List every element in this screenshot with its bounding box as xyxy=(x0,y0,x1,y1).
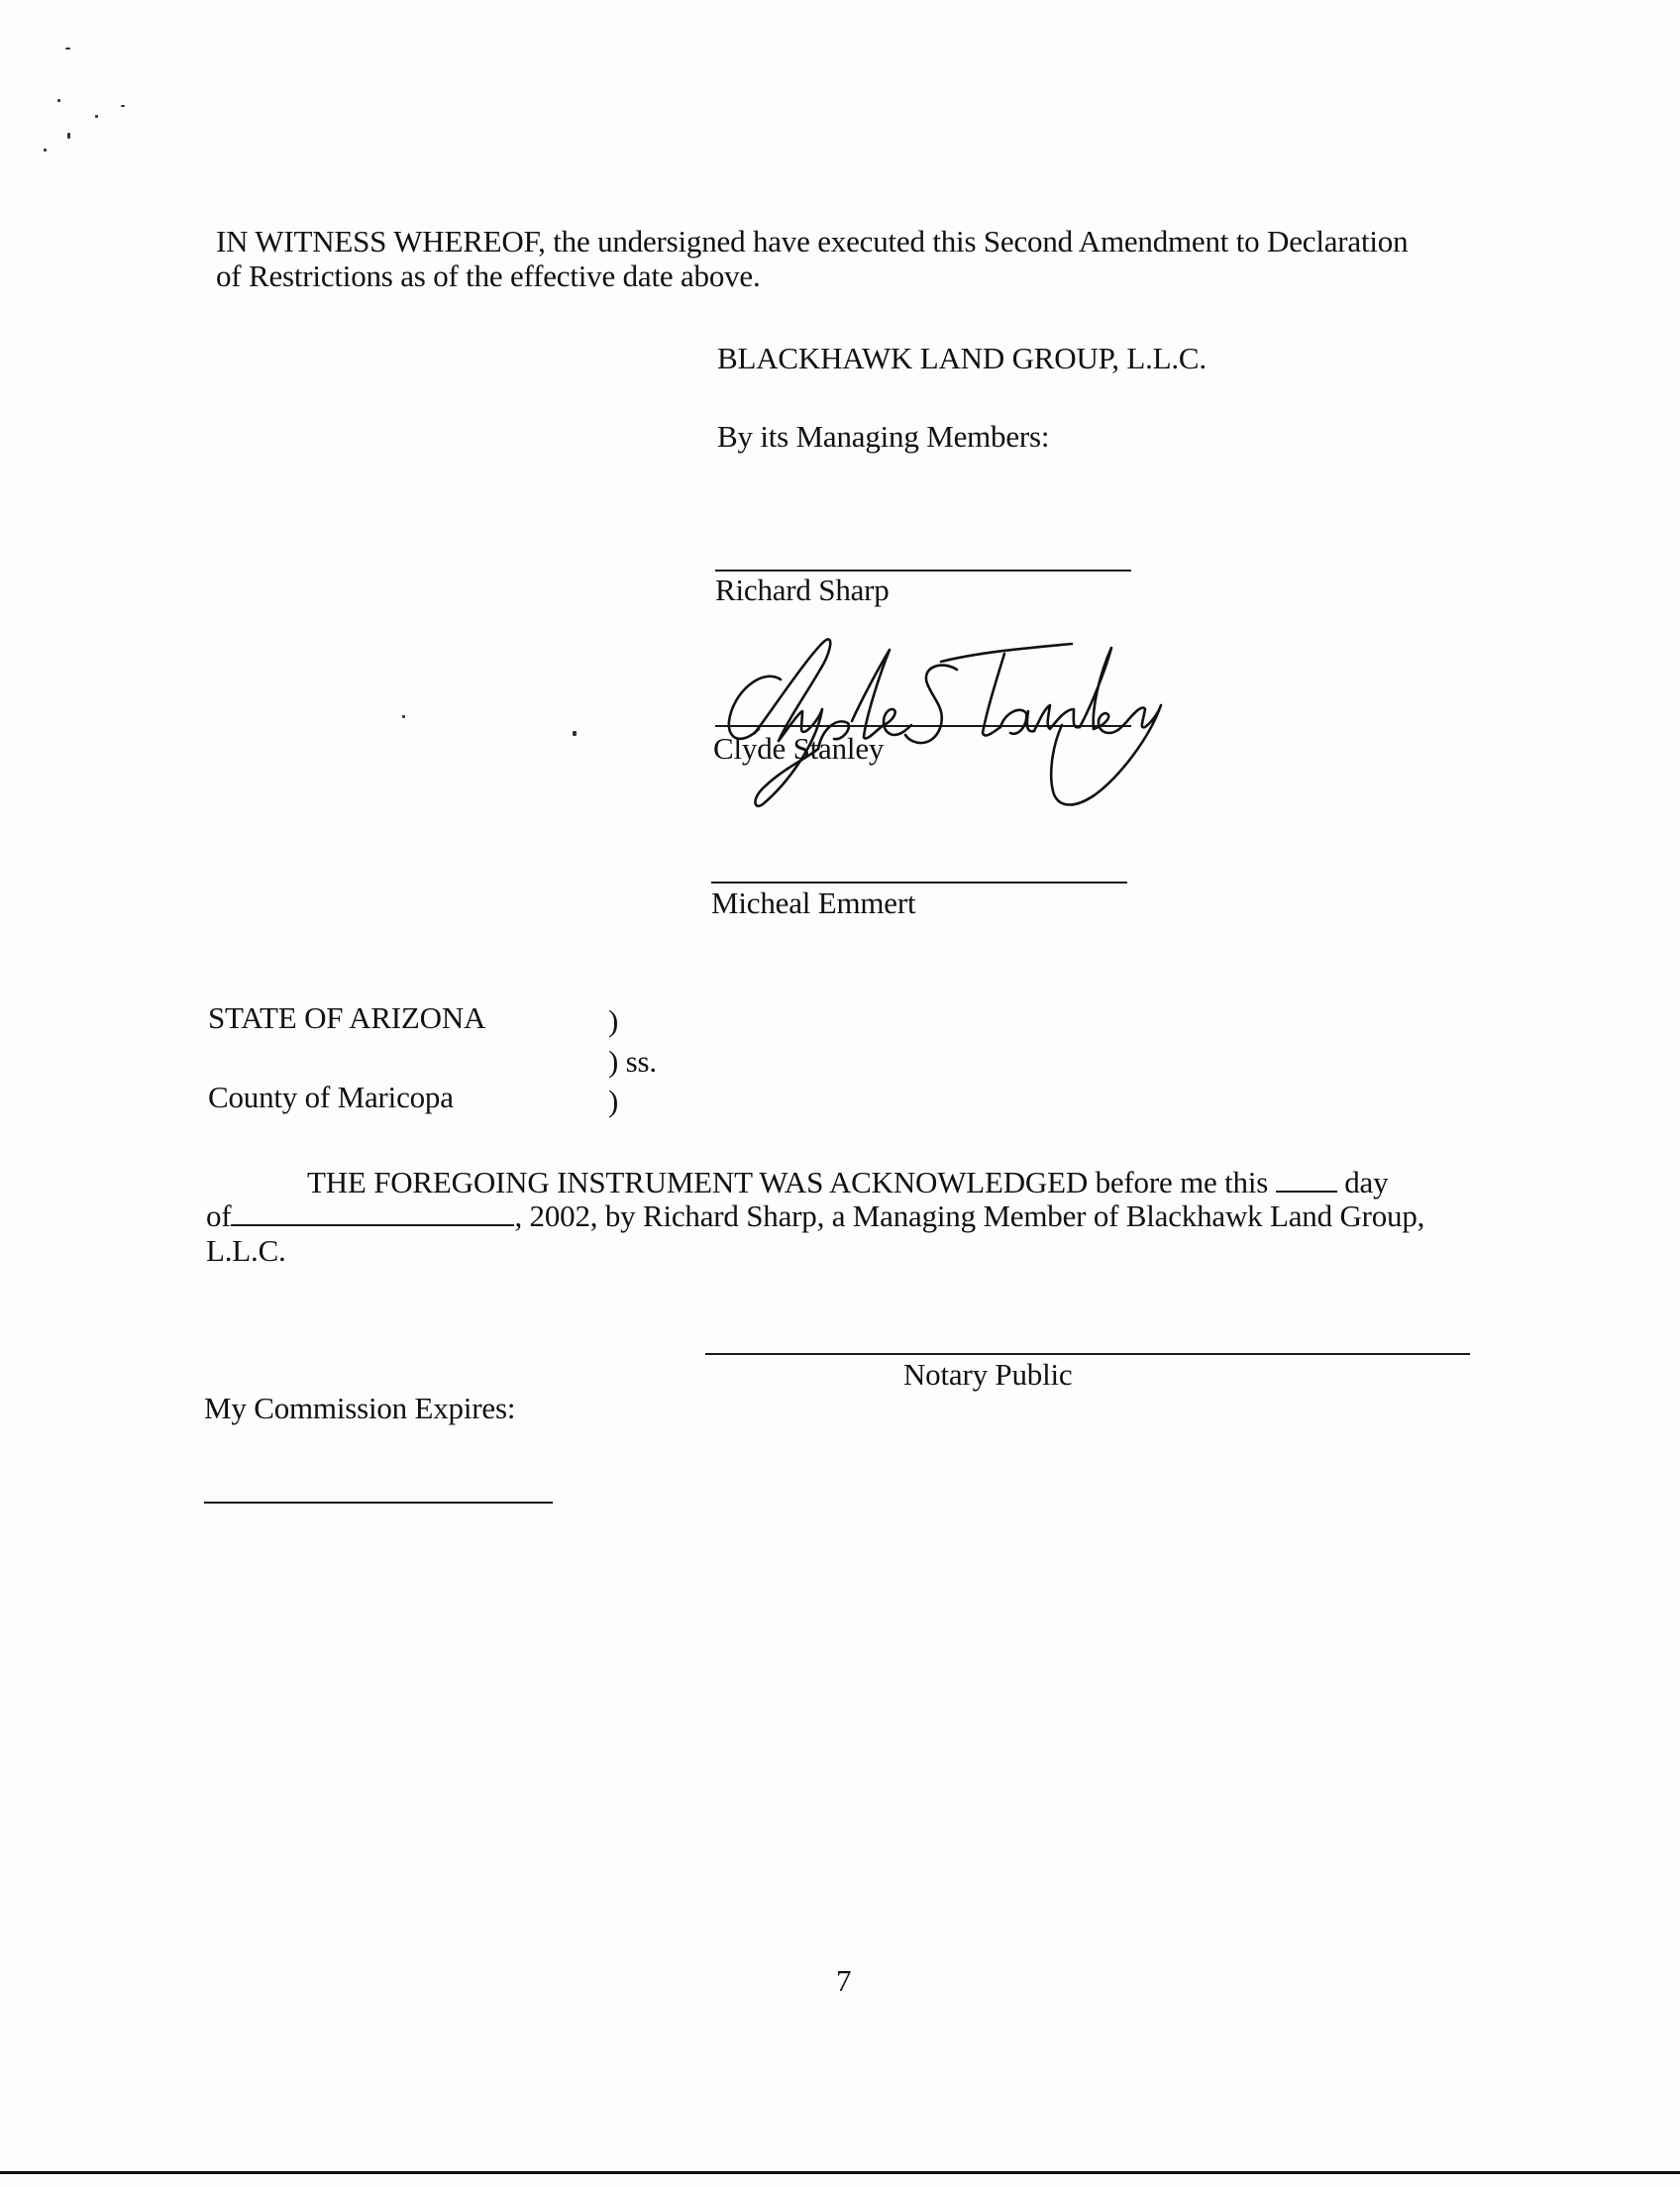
notary-signature-line xyxy=(705,1353,1470,1355)
scan-speck xyxy=(402,715,405,718)
scan-speck xyxy=(44,149,47,152)
venue-ss: ) ss. xyxy=(608,1044,657,1079)
witness-line-2: of Restrictions as of the effective date above. xyxy=(216,259,761,293)
page-number: 7 xyxy=(836,1963,852,1998)
acknowledgment-line-2 xyxy=(206,1198,1424,1234)
day-blank xyxy=(1276,1165,1337,1193)
scan-speck xyxy=(57,99,60,102)
venue-paren-2: ) xyxy=(608,1084,619,1118)
clyde-stanley-signature xyxy=(703,630,1169,818)
month-blank xyxy=(231,1198,514,1226)
venue-state: STATE OF ARIZONA xyxy=(208,1000,486,1035)
company-name: BLACKHAWK LAND GROUP, L.L.C. xyxy=(717,341,1207,375)
notary-public-label: Notary Public xyxy=(903,1357,1073,1392)
by-managing-members: By its Managing Members: xyxy=(717,419,1050,454)
signatory-name-clyde-stanley: Clyde Stanley xyxy=(713,731,885,766)
venue-paren-1: ) xyxy=(608,1003,619,1038)
signatory-name-micheal-emmert: Micheal Emmert xyxy=(711,885,916,920)
scan-speck xyxy=(573,731,577,736)
acknowledgment-text-2: , 2002, by Richard Sharp, a Managing Member of Blackhawk Land Group, xyxy=(514,1198,1425,1233)
scan-speck xyxy=(65,48,70,50)
scan-speck xyxy=(95,115,98,118)
witness-line-1: IN WITNESS WHEREOF, the undersigned have executed this Second Amendment to Declaration xyxy=(216,224,1409,259)
signature-line-micheal-emmert xyxy=(711,882,1127,884)
acknowledgment-text-1: THE FOREGOING INSTRUMENT WAS ACKNOWLEDGED before me this xyxy=(307,1165,1269,1199)
acknowledgment-line-3: L.L.C. xyxy=(206,1233,286,1268)
acknowledgment-line-1 xyxy=(307,1165,1388,1200)
scan-bottom-border xyxy=(0,2171,1680,2174)
signatory-name-richard-sharp: Richard Sharp xyxy=(715,573,890,607)
scan-speck xyxy=(121,105,125,107)
acknowledgment-day-word: day xyxy=(1344,1165,1389,1199)
venue-county: County of Maricopa xyxy=(208,1080,454,1114)
commission-date-line xyxy=(204,1502,553,1504)
signature-line-richard-sharp xyxy=(715,570,1131,572)
commission-expires-label: My Commission Expires: xyxy=(204,1391,516,1425)
scan-speck xyxy=(67,133,70,139)
acknowledgment-of-word: of xyxy=(206,1198,232,1233)
